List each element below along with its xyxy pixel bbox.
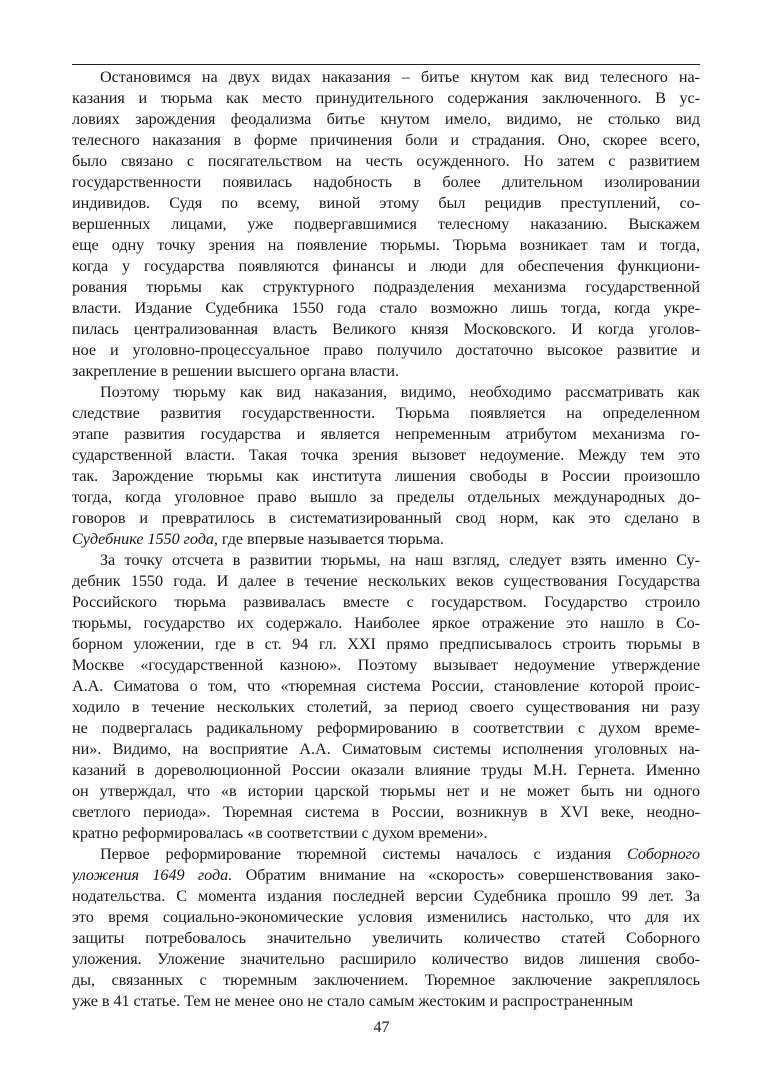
paragraph bbox=[72, 382, 700, 550]
text-line bbox=[72, 718, 700, 739]
text-run: Остановимся на двух видах наказания – битье кнутом как вид телесного на- bbox=[100, 68, 700, 86]
text-run: светлого периода». Тюремная система в России, возникнув в XVI веке, неодно- bbox=[72, 803, 700, 821]
text-run: За точку отсчета в развитии тюрьмы, на наш взгляд, следует взять именно Су- bbox=[100, 551, 700, 569]
text-line bbox=[72, 886, 700, 907]
text-line bbox=[72, 361, 700, 382]
text-line bbox=[72, 970, 700, 991]
text-line bbox=[72, 529, 700, 550]
text-run: защиты потребовалось значительно увеличить количество статей Соборного bbox=[72, 929, 700, 947]
text-run: Москве «государственной казною». Поэтому вызывает недоумение утверждение bbox=[72, 656, 700, 674]
text-run: казания и тюрьма как место принудительного содержания заключенного. В ус- bbox=[72, 89, 700, 107]
text-line bbox=[72, 382, 700, 403]
text-run: казаний в дореволюционной России оказали влияние труды М.Н. Гернета. Именно bbox=[72, 761, 700, 779]
text-run: закрепление в решении высшего органа власти. bbox=[72, 362, 399, 380]
paragraph bbox=[72, 67, 700, 382]
text-line bbox=[72, 592, 700, 613]
italic-text: Соборного bbox=[627, 845, 700, 863]
text-run: этапе развития государства и является непременным атрибутом механизма го- bbox=[72, 425, 700, 443]
text-line bbox=[72, 256, 700, 277]
body-text bbox=[72, 67, 700, 1012]
text-run: так. Зарождение тюрьмы как института лишения свободы в России произошло bbox=[72, 467, 700, 485]
text-line bbox=[72, 130, 700, 151]
text-line bbox=[72, 88, 700, 109]
text-run: Российского тюрьма развивалась вместе с государством. Государство строило bbox=[72, 593, 700, 611]
text-run: борном уложении, где в ст. 94 гл. XXI прямо предписывалось строить тюрьмы в bbox=[72, 635, 700, 653]
paragraph bbox=[72, 844, 700, 1012]
text-run: он утверждал, что «в истории царской тюрьмы нет и не может быть ни одного bbox=[72, 782, 700, 800]
text-run: пилась централизованная власть Великого князя Московского. И когда уголов- bbox=[72, 320, 700, 338]
text-line bbox=[72, 445, 700, 466]
text-run: ды, связанных с тюремным заключением. Тюремное заключение закреплялось bbox=[72, 971, 700, 989]
text-run: ни». Видимо, на восприятие А.А. Симатовым системы исполнения уголовных на- bbox=[72, 740, 700, 758]
text-run: следствие развития государственности. Тюрьма появляется на определенном bbox=[72, 404, 700, 422]
text-line bbox=[72, 907, 700, 928]
text-line bbox=[72, 739, 700, 760]
text-run: еще одну точку зрения на появление тюрьмы. Тюрьма возникает там и тогда, bbox=[72, 236, 700, 254]
text-line bbox=[72, 802, 700, 823]
text-run: власти. Издание Судебника 1550 года стало возможно лишь тогда, когда укре- bbox=[72, 299, 700, 317]
text-run: когда у государства появляются финансы и люди для обеспечения функциони- bbox=[72, 257, 700, 275]
text-line bbox=[72, 697, 700, 718]
text-run: индивидов. Судя по всему, виной этому был рецидив преступлений, со- bbox=[72, 194, 700, 212]
text-line bbox=[72, 487, 700, 508]
text-line bbox=[72, 235, 700, 256]
text-run: Поэтому тюрьму как вид наказания, видимо, необходимо рассматривать как bbox=[100, 383, 700, 401]
text-run: дебник 1550 года. И далее в течение нескольких веков существования Государства bbox=[72, 572, 700, 590]
text-line bbox=[72, 214, 700, 235]
text-run: тюрьмы, государство их содержало. Наиболее яркое отражение это нашло в Со- bbox=[72, 614, 700, 632]
text-line bbox=[72, 928, 700, 949]
text-run: вершенных лицами, уже подвергавшимися телесному наказанию. Выскажем bbox=[72, 215, 700, 233]
text-line bbox=[72, 424, 700, 445]
text-run: было связано с посягательством на честь осужденного. Но затем с развитием bbox=[72, 152, 700, 170]
text-run: говоров и превратилось в систематизированный свод норм, как это сделано в bbox=[72, 509, 700, 527]
text-run: тогда, когда уголовное право вышло за пределы отдельных международных до- bbox=[72, 488, 700, 506]
text-line bbox=[72, 403, 700, 424]
text-run: кратно реформировалась «в соответствии с духом времени». bbox=[72, 824, 488, 842]
text-run: Первое реформирование тюремной системы началось с издания bbox=[100, 845, 627, 863]
text-run: нодательства. С момента издания последней версии Судебника прошло 99 лет. За bbox=[72, 887, 700, 905]
text-run: , где впервые называется тюрьма. bbox=[213, 530, 444, 548]
text-line bbox=[72, 760, 700, 781]
text-run: ловиях зарождения феодализма битье кнутом имело, видимо, не столько вид bbox=[72, 110, 700, 128]
text-line bbox=[72, 865, 700, 886]
text-line bbox=[72, 571, 700, 592]
text-line bbox=[72, 949, 700, 970]
text-line bbox=[72, 781, 700, 802]
text-line bbox=[72, 844, 700, 865]
text-line bbox=[72, 151, 700, 172]
text-line bbox=[72, 466, 700, 487]
text-run: ное и уголовно-процессуальное право получило достаточно высокое развитие и bbox=[72, 341, 700, 359]
text-run: ходило в течение нескольких столетий, за период своего существования ни разу bbox=[72, 698, 700, 716]
text-run: уложения. Уложение значительно расширило количество видов лишения свобо- bbox=[72, 950, 700, 968]
text-line bbox=[72, 193, 700, 214]
text-run: уже в 41 статье. Тем не менее оно не стало самым жестоким и распространенным bbox=[72, 992, 634, 1010]
text-line bbox=[72, 277, 700, 298]
italic-text: уложения 1649 года. bbox=[72, 866, 233, 884]
text-line bbox=[72, 550, 700, 571]
italic-text: Судебнике 1550 года bbox=[72, 530, 214, 548]
text-run: это время социально-экономические условия изменились настолько, что для их bbox=[72, 908, 700, 926]
text-line bbox=[72, 508, 700, 529]
text-run: телесного наказания в форме причинения боли и страдания. Оно, скорее всего, bbox=[72, 131, 700, 149]
text-line bbox=[72, 991, 700, 1012]
paragraph bbox=[72, 550, 700, 844]
text-line bbox=[72, 109, 700, 130]
text-line bbox=[72, 655, 700, 676]
text-line bbox=[72, 823, 700, 844]
top-rule bbox=[72, 64, 700, 65]
text-run: А.А. Симатова о том, что «тюремная система России, становление которой проис- bbox=[72, 677, 700, 695]
text-line bbox=[72, 676, 700, 697]
text-line bbox=[72, 340, 700, 361]
text-run: Обратим внимание на «скорость» совершенствования зако- bbox=[232, 866, 700, 884]
text-run: не подвергалась радикальному реформированию в соответствии с духом време- bbox=[72, 719, 700, 737]
text-line bbox=[72, 67, 700, 88]
text-line bbox=[72, 634, 700, 655]
text-line bbox=[72, 172, 700, 193]
text-line bbox=[72, 613, 700, 634]
text-line bbox=[72, 319, 700, 340]
text-line bbox=[72, 298, 700, 319]
text-run: сударственной власти. Такая точка зрения вызовет недоумение. Между тем это bbox=[72, 446, 700, 464]
page-number: 47 bbox=[373, 1019, 390, 1036]
text-run: государственности появилась надобность в более длительном изолировании bbox=[72, 173, 700, 191]
text-run: рования тюрьмы как структурного подразделения механизма государственной bbox=[72, 278, 700, 296]
